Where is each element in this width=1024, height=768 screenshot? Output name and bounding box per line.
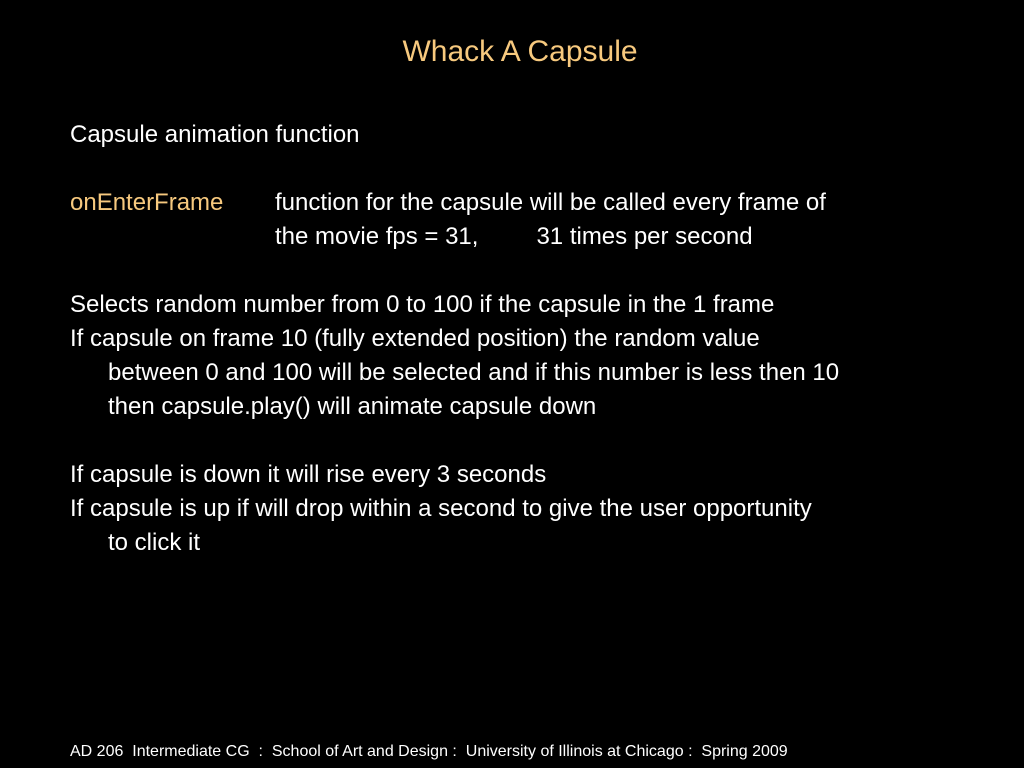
spacer [70, 424, 1000, 458]
on-enter-frame-description-2b: 31 times per second [536, 223, 753, 250]
rise-paragraph-line-1: If capsule is down it will rise every 3 seconds [70, 461, 547, 488]
random-paragraph-line-1: Selects random number from 0 to 100 if the capsule in the 1 frame [70, 291, 775, 318]
on-enter-frame-keyword: onEnterFrame [70, 189, 224, 216]
random-paragraph-line-2: If capsule on frame 10 (fully extended position) the random value [70, 325, 760, 352]
spacer [70, 254, 1000, 288]
on-enter-frame-description-1: function for the capsule will be called every frame of [275, 189, 826, 216]
random-paragraph-line-4: then capsule.play() will animate capsule down [108, 393, 597, 420]
on-enter-frame-description-2a: the movie fps = 31, [275, 223, 479, 250]
on-enter-frame-line-1 [70, 186, 1000, 220]
on-enter-frame-line-2 [70, 220, 1000, 254]
spacer [70, 152, 1000, 186]
slide-footer: AD 206 Intermediate CG : School of Art and Design : University of Illinois at Chicago : Spring 2009 [70, 743, 788, 760]
rise-paragraph-line-3: to click it [108, 529, 201, 556]
section-heading: Capsule animation function [70, 121, 360, 148]
rise-paragraph-line-2: If capsule is up if will drop within a second to give the user opportunity [70, 495, 812, 522]
random-paragraph-line-3: between 0 and 100 will be selected and if this number is less then 10 [108, 359, 840, 386]
slide-body [70, 118, 1000, 560]
slide-title: Whack A Capsule [402, 35, 638, 68]
